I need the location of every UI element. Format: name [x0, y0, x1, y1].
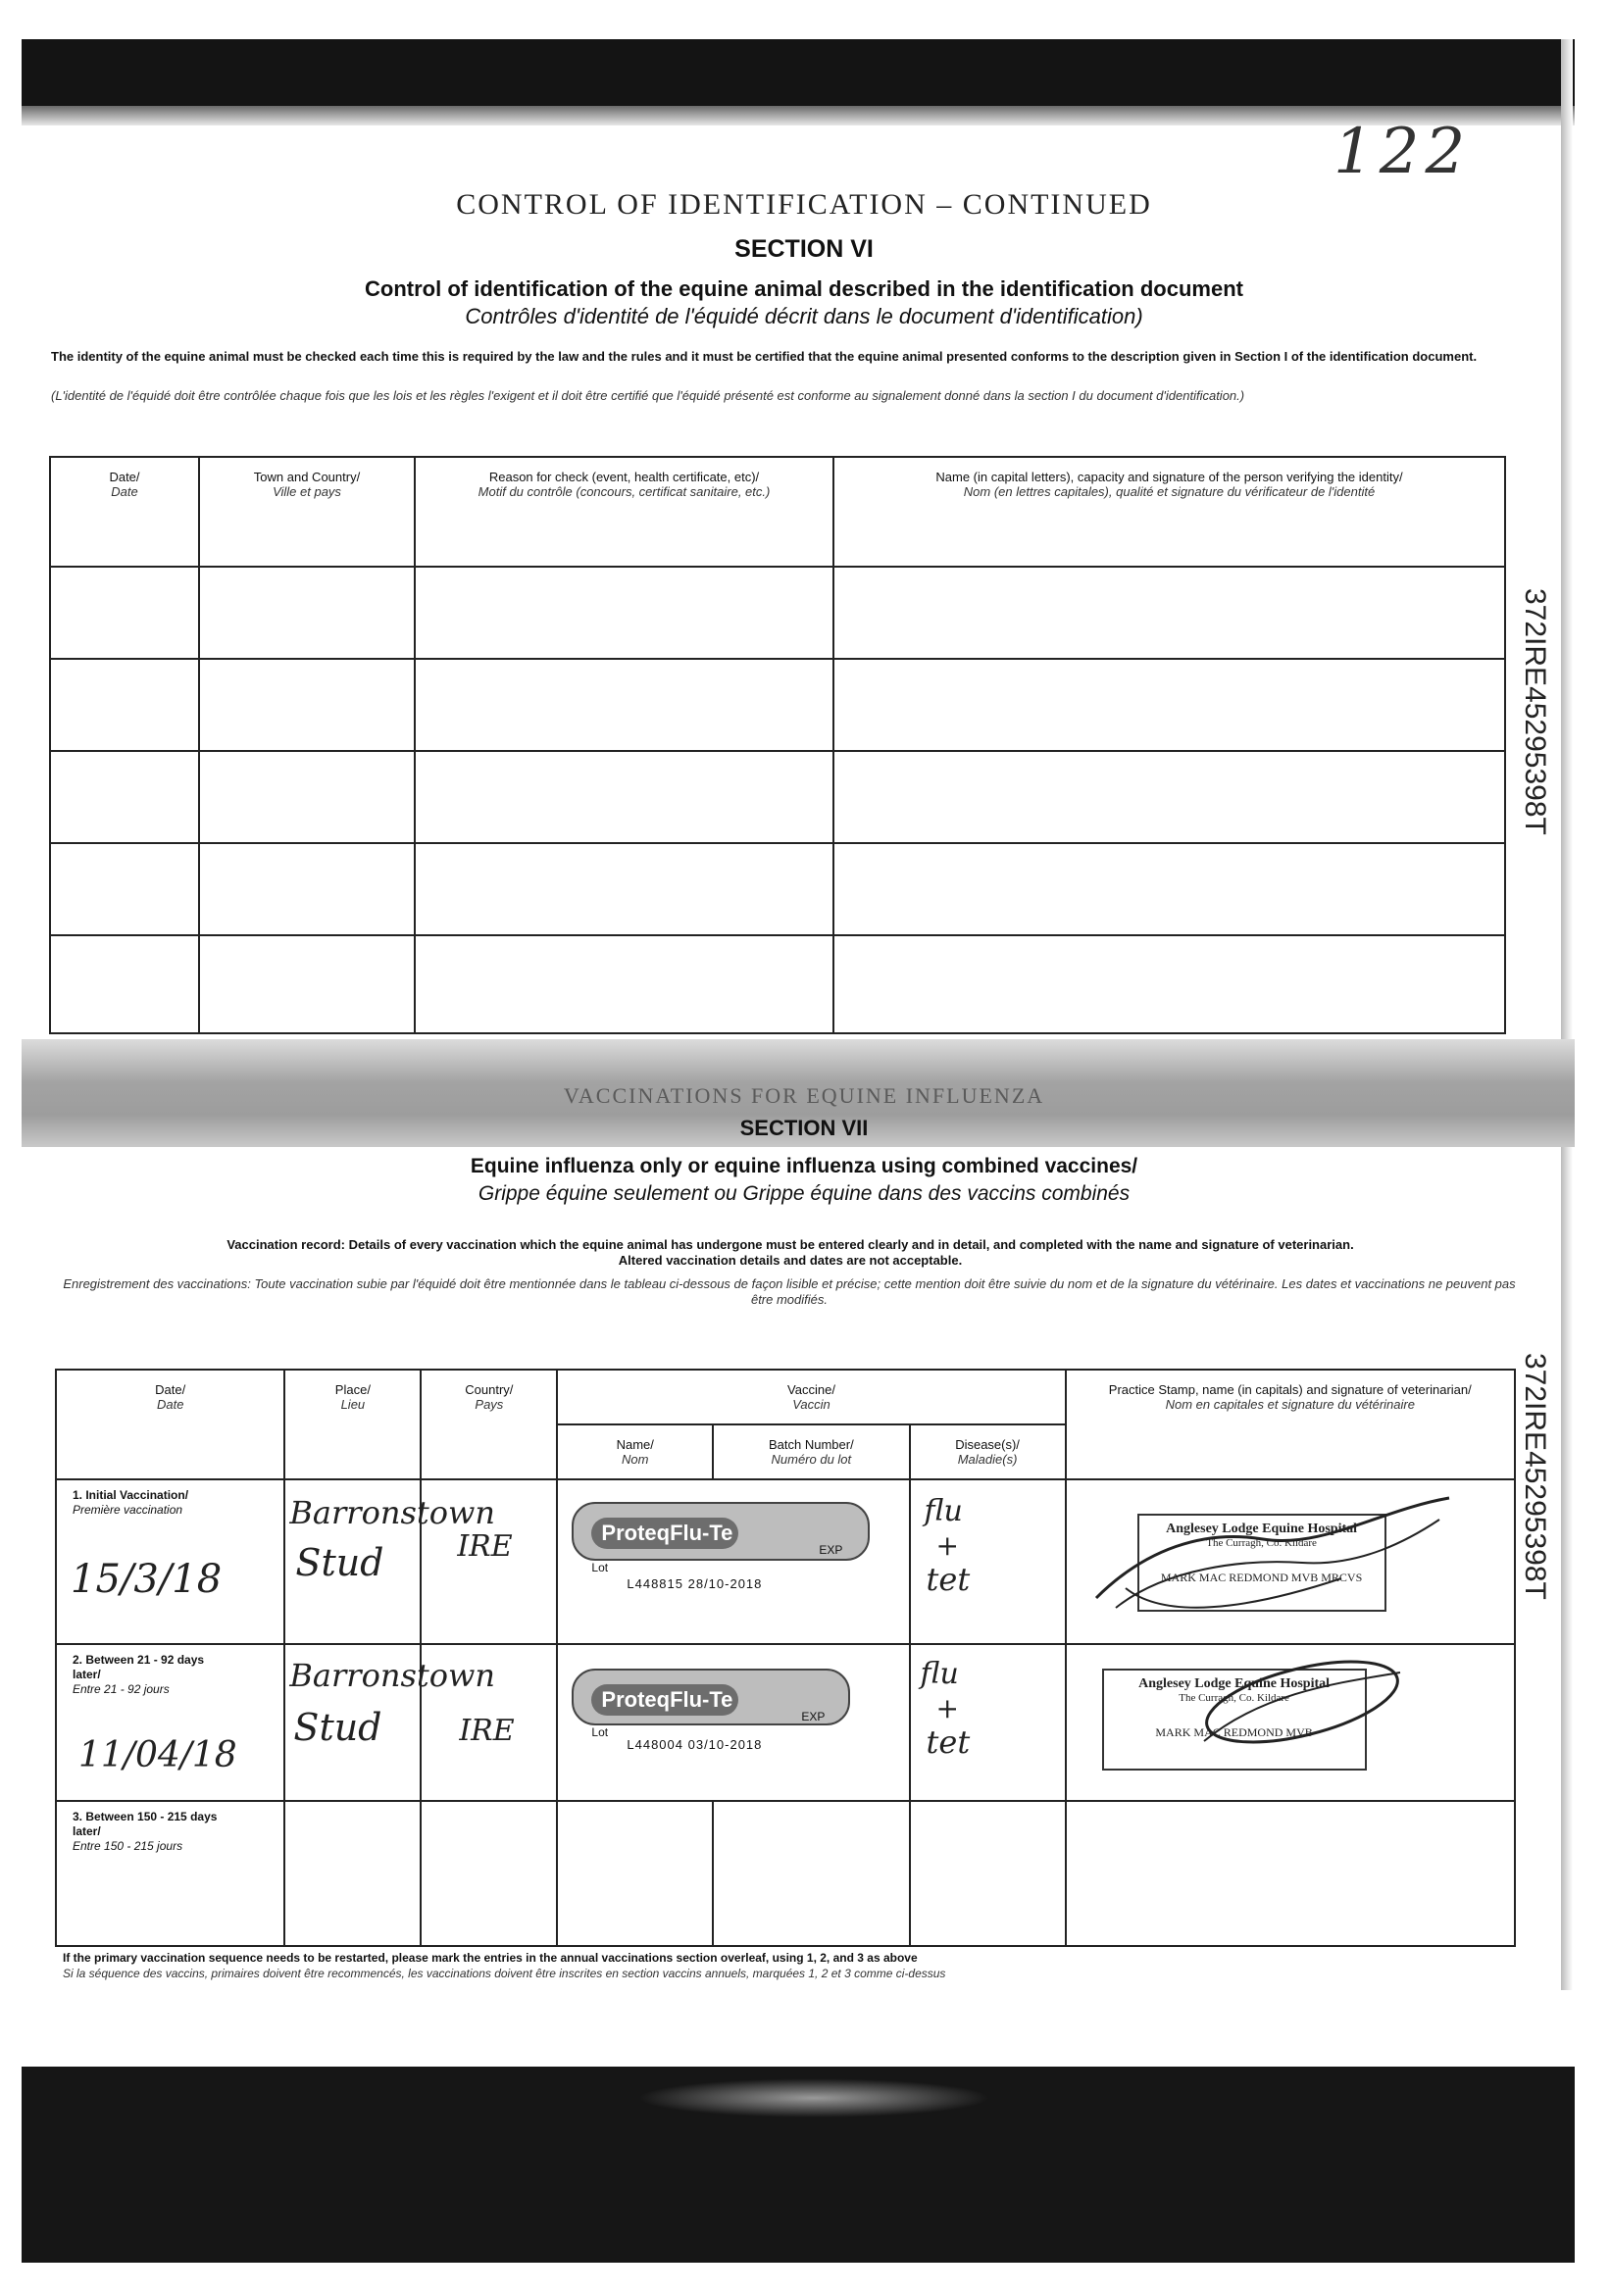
section-vi-banner: CONTROL OF IDENTIFICATION – CONTINUED [456, 188, 1152, 221]
cell-empty[interactable] [199, 659, 415, 751]
vax-row2-disease-2: + [935, 1692, 960, 1724]
identity-check-table [49, 456, 1506, 1034]
vet-signature-1 [1086, 1490, 1459, 1637]
vax-row2-disease-1: flu [920, 1657, 959, 1691]
table-row [50, 843, 1505, 935]
section-vii-subtitle-fr: Grippe équine seulement ou Grippe équine dans des vaccins combinés [478, 1182, 1131, 1205]
cell-empty[interactable] [833, 935, 1505, 1033]
cell-empty[interactable] [199, 935, 415, 1033]
cell-empty[interactable] [199, 843, 415, 935]
restart-footnote-en: If the primary vaccination sequence needs to be restarted, please mark the entries in the annual vaccinations section overleaf, using 1, 2, and 3 as above [63, 1951, 918, 1965]
vax-col-place-header: Place/ Lieu [284, 1370, 421, 1479]
cell-empty[interactable] [833, 659, 1505, 751]
vax-row1-country-cell[interactable] [421, 1479, 557, 1644]
vax-row2-disease-cell[interactable] [910, 1644, 1066, 1801]
side-id-upper: 372IRE45295398T [1519, 588, 1551, 835]
vax-row1-disease-2: + [935, 1529, 960, 1562]
cell-empty[interactable] [50, 751, 199, 843]
lot-label-1: Lot [591, 1561, 609, 1574]
vax-col-batch-header: Batch Number/ Numéro du lot [713, 1424, 909, 1479]
vax-col-vaccine-header: Vaccine/ Vaccin [557, 1370, 1065, 1424]
vax-row2-date-cell[interactable] [56, 1644, 284, 1801]
vax-row1-disease-3: tet [926, 1561, 971, 1598]
vax-row1-disease-cell[interactable] [910, 1479, 1066, 1644]
col-verifier-header: Name (in capital letters), capacity and signature of the person verifying the identity/ Nom (en lettres capitales), qualité et signature du vérificateur de l'identité [833, 457, 1505, 567]
exp-label-2: EXP [801, 1710, 826, 1723]
section-vi-note-fr: (L'identité de l'équidé doit être contrôlée chaque fois que les lois et les règles l'exigent et il doit être certifié que l'équidé présenté est conforme au signalement donné dans la section I du document d'identification.) [51, 388, 1245, 403]
section-vi-note-en: The identity of the equine animal must be checked each time this is required by the law and the rules and it must be certified that the equine animal presented conforms to the description given in Section I of the identification document. [51, 349, 1478, 364]
cell-empty[interactable] [833, 567, 1505, 659]
vax-row1-date-cell[interactable] [56, 1479, 284, 1644]
cell-empty[interactable] [833, 843, 1505, 935]
side-id-lower: 372IRE45295398T [1519, 1353, 1551, 1600]
vax-row3-batch-cell[interactable] [713, 1801, 909, 1946]
cell-empty[interactable] [50, 659, 199, 751]
cell-empty[interactable] [415, 751, 833, 843]
vax-row1-batch: L448815 28/10-2018 [627, 1576, 763, 1591]
section-vi-title: SECTION VI [734, 235, 874, 263]
vax-row2-disease-3: tet [926, 1723, 971, 1761]
vax-row2-label: 2. Between 21 - 92 days later/ Entre 21 - 92 jours [73, 1653, 205, 1696]
vax-col-country-header: Country/ Pays [421, 1370, 557, 1479]
vaccine-name-1: ProteqFlu-Te [591, 1518, 738, 1549]
vax-row1-disease-1: flu [924, 1494, 963, 1528]
vax-row1-country: IRE [457, 1529, 513, 1564]
lot-label-2: Lot [591, 1725, 609, 1739]
table-row [50, 567, 1505, 659]
col-town-header: Town and Country/ Ville et pays [199, 457, 415, 567]
exp-label-1: EXP [819, 1543, 843, 1557]
vax-col-stamp-header: Practice Stamp, name (in capitals) and signature of veterinarian/ Nom en capitales et signature du vétérinaire [1066, 1370, 1515, 1479]
cell-empty[interactable] [50, 935, 199, 1033]
scan-glare [637, 2078, 990, 2118]
vet-stamp-2: Anglesey Lodge Equine Hospital The Curragh, Co. Kildare MARK MAC REDMOND MVB [1102, 1669, 1367, 1771]
section-vii-subtitle-en: Equine influenza only or equine influenza using combined vaccines/ [470, 1155, 1138, 1177]
vax-row2-country-cell[interactable] [421, 1644, 557, 1801]
vax-col-disease-header: Disease(s)/ Maladie(s) [910, 1424, 1066, 1479]
table-row [50, 751, 1505, 843]
vax-row3-label: 3. Between 150 - 215 days later/ Entre 150 - 215 jours [73, 1810, 218, 1853]
col-date-header: Date/ Date [50, 457, 199, 567]
vet-stamp-1: Anglesey Lodge Equine Hospital The Curragh, Co. Kildare MARK MAC REDMOND MVB MRCVS [1137, 1514, 1386, 1612]
vaccination-row-3 [56, 1801, 1515, 1946]
cell-empty[interactable] [415, 935, 833, 1033]
vax-row3-date-cell[interactable] [56, 1801, 284, 1946]
table-row [50, 659, 1505, 751]
section-vi-subtitle-en: Control of identification of the equine animal described in the identification document [365, 276, 1243, 301]
cell-empty[interactable] [199, 751, 415, 843]
cell-empty[interactable] [833, 751, 1505, 843]
vax-col-date-header: Date/ Date [56, 1370, 284, 1479]
vaccination-row-2 [56, 1644, 1515, 1801]
vax-row3-country-cell[interactable] [421, 1801, 557, 1946]
vax-row2-place-line2: Stud [293, 1706, 382, 1749]
vaccine-sticker-1 [572, 1502, 870, 1574]
vax-row3-stamp-cell[interactable] [1066, 1801, 1515, 1946]
section-vi-subtitle-fr: Contrôles d'identité de l'équidé décrit dans le document d'identification) [465, 304, 1143, 328]
table-row [50, 935, 1505, 1033]
vax-col-name-header: Name/ Nom [557, 1424, 713, 1479]
restart-footnote-fr: Si la séquence des vaccins, primaires doivent être recommencés, les vaccinations doivent être inscrites en section vaccins annuels, marquées 1, 2 et 3 comme ci-dessus [63, 1967, 946, 1980]
vaccination-record-note-en: Vaccination record: Details of every vaccination which the equine animal has undergone must be entered clearly and in detail, and completed with the name and signature of veterinarian. Altered vaccination details and dates are not acceptable. [226, 1237, 1354, 1268]
vax-row2-stamp-cell[interactable] [1066, 1644, 1515, 1801]
scan-shadow-top [22, 39, 1575, 110]
vax-row2-vaccine-cell[interactable] [557, 1644, 909, 1801]
vax-row2-date: 11/04/18 [78, 1735, 237, 1775]
vax-row1-stamp-cell[interactable] [1066, 1479, 1515, 1644]
vax-row3-name-cell[interactable] [557, 1801, 713, 1946]
cell-empty[interactable] [415, 843, 833, 935]
cell-empty[interactable] [50, 567, 199, 659]
section-vii-banner: VACCINATIONS FOR EQUINE INFLUENZA [563, 1083, 1045, 1108]
vax-row3-disease-cell[interactable] [910, 1801, 1066, 1946]
vaccination-row-1 [56, 1479, 1515, 1644]
scan-edge-right [1561, 39, 1573, 1990]
page-number: 122 [1333, 116, 1472, 188]
cell-empty[interactable] [415, 567, 833, 659]
section-vii-title: SECTION VII [739, 1116, 869, 1140]
cell-empty[interactable] [199, 567, 415, 659]
vet-signature-2 [1184, 1653, 1410, 1771]
vax-row3-place-cell[interactable] [284, 1801, 421, 1946]
vaccine-sticker-2 [572, 1669, 850, 1739]
vaccination-record-note-fr: Enregistrement des vaccinations: Toute vaccination subie par l'équidé doit être mentionnée dans le tableau ci-dessous de façon lisible et précise; cette mention doit être suivie du nom et de la signature du vétérinaire. Les dates et vaccinations ne peuvent pas être modifiés. [63, 1276, 1516, 1307]
vax-row1-date: 15/3/18 [71, 1557, 223, 1602]
cell-empty[interactable] [50, 843, 199, 935]
vaccine-name-2: ProteqFlu-Te [591, 1684, 738, 1716]
cell-empty[interactable] [415, 659, 833, 751]
vax-row1-vaccine-cell[interactable] [557, 1479, 909, 1644]
vax-row1-place-line1: Barronstown [289, 1494, 496, 1531]
vax-row1-label: 1. Initial Vaccination/ Première vaccination [73, 1488, 189, 1517]
col-reason-header: Reason for check (event, health certificate, etc)/ Motif du contrôle (concours, certificat sanitaire, etc.) [415, 457, 833, 567]
vax-row2-place-line1: Barronstown [289, 1657, 496, 1694]
vax-row2-country: IRE [459, 1714, 515, 1748]
vax-row2-batch: L448004 03/10-2018 [627, 1737, 763, 1752]
vaccination-table [55, 1369, 1516, 1947]
vax-row1-place-line2: Stud [295, 1541, 384, 1584]
